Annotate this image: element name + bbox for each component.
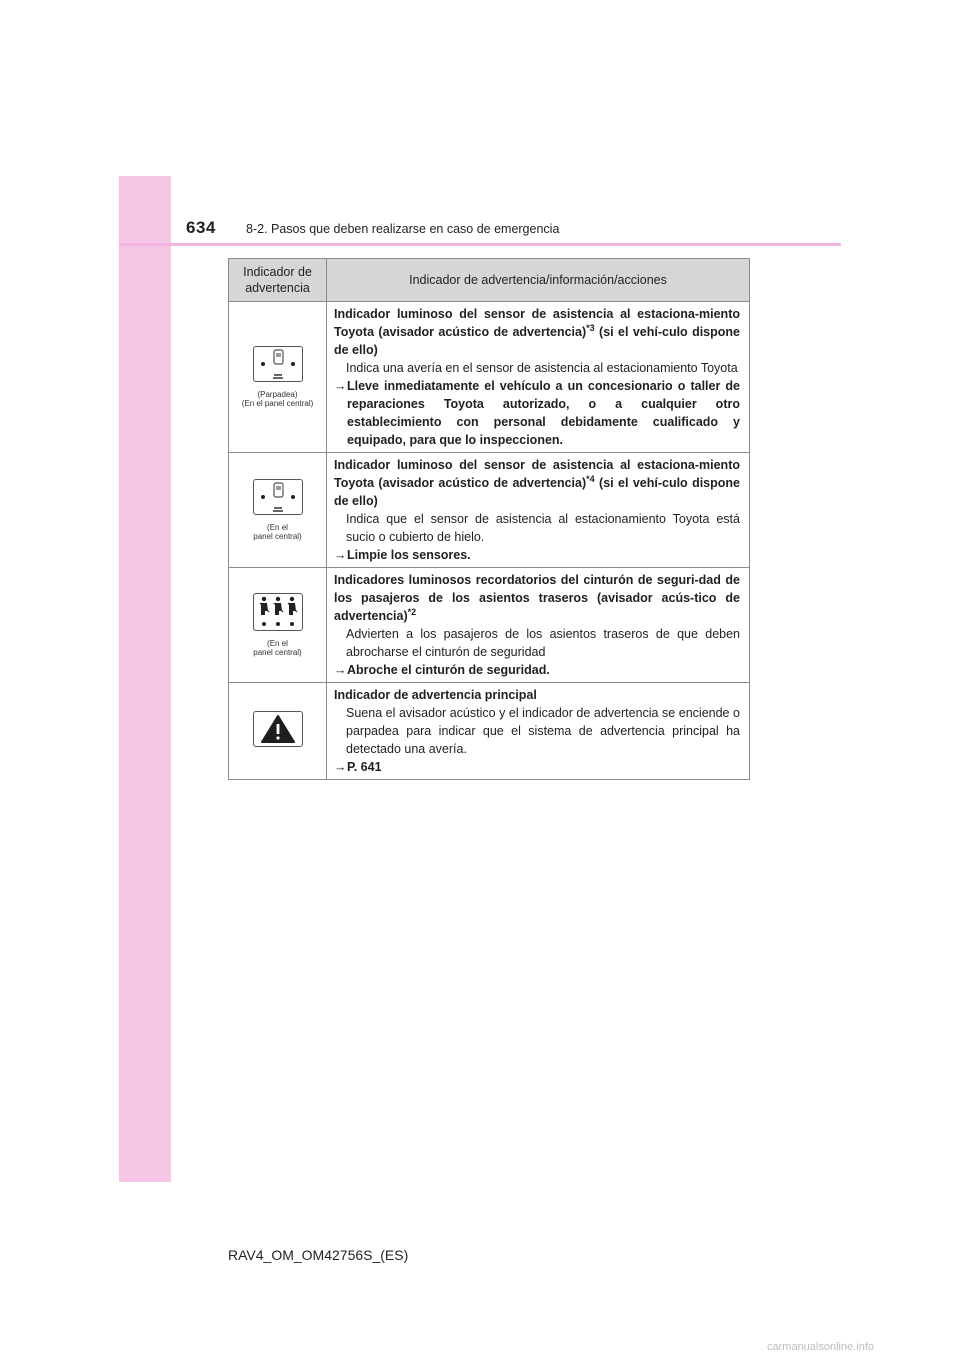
info-cell bbox=[327, 302, 750, 453]
indicator-cell bbox=[229, 568, 327, 683]
indicator-title: Indicador luminoso del sensor de asistencia al estaciona-miento Toyota (avisador acústico de advertencia)$^{*3}$ (si el vehí-culo dispone de ello) bbox=[334, 307, 740, 357]
indicator-title: Indicador de advertencia principal bbox=[334, 688, 537, 702]
column-header-indicator: Indicador de advertencia bbox=[229, 259, 327, 302]
page-reference-link[interactable]: P. 641 bbox=[347, 760, 382, 774]
info-cell bbox=[327, 683, 750, 780]
parking-sensor-icon bbox=[253, 346, 303, 382]
table-row bbox=[229, 302, 750, 453]
document-code: RAV4_OM_OM42756S_(ES) bbox=[228, 1247, 409, 1263]
indicator-description: Suena el avisador acústico y el indicador de advertencia se enciende o parpadea para indicar que el sistema de advertencia principal ha detectado una avería. bbox=[346, 706, 740, 756]
arrow-icon: → bbox=[334, 663, 347, 677]
side-tab-strip bbox=[119, 176, 171, 1182]
indicator-caption: (En el panel central) bbox=[253, 639, 302, 657]
table-row bbox=[229, 568, 750, 683]
rear-seatbelt-reminder-icon bbox=[253, 593, 303, 631]
indicator-cell bbox=[229, 302, 327, 453]
parking-sensor-icon bbox=[253, 479, 303, 515]
arrow-icon: → bbox=[334, 760, 347, 774]
indicator-action: → Lleve inmediatamente el vehículo a un concesionario o taller de reparaciones Toyota autorizado, o a cualquier otro establecimiento con personal debidamente cualificado y equipado, para que lo inspeccionen. bbox=[334, 379, 740, 447]
table-header-row bbox=[229, 259, 750, 302]
indicator-title: Indicadores luminosos recordatorios del cinturón de seguri-dad de los pasajeros de los asientos traseros (avisador acús-tico de advertencia)$^{*2}$ bbox=[334, 573, 740, 623]
table-row bbox=[229, 453, 750, 568]
master-warning-icon bbox=[253, 711, 303, 747]
footnote-ref: *4 bbox=[586, 473, 595, 484]
indicator-description: Indica que el sensor de asistencia al estacionamiento Toyota está sucio o cubierto de hielo. bbox=[346, 512, 740, 544]
column-header-info: Indicador de advertencia/información/acciones bbox=[327, 259, 750, 302]
indicator-action bbox=[334, 758, 740, 776]
indicator-caption: (Parpadea) (En el panel central) bbox=[241, 390, 314, 408]
indicator-action: → Abroche el cinturón de seguridad. bbox=[334, 663, 550, 677]
header-rule bbox=[119, 243, 841, 246]
arrow-icon: → bbox=[334, 379, 347, 393]
info-cell bbox=[327, 568, 750, 683]
indicator-title: Indicador luminoso del sensor de asistencia al estaciona-miento Toyota (avisador acústico de advertencia)$^{*4}$ (si el vehí-culo dispone de ello) bbox=[334, 458, 740, 508]
chapter-title: 8-2. Pasos que deben realizarse en caso de emergencia bbox=[246, 222, 560, 236]
page-number: 634 bbox=[186, 218, 216, 237]
indicator-cell bbox=[229, 453, 327, 568]
footnote-ref: *2 bbox=[407, 606, 417, 617]
indicator-cell bbox=[229, 683, 327, 780]
indicator-action: → Limpie los sensores. bbox=[334, 548, 471, 562]
indicator-description: Advierten a los pasajeros de los asientos traseros de que deben abrocharse el cinturón de seguridad bbox=[346, 627, 740, 659]
table-row bbox=[229, 683, 750, 780]
arrow-icon: → bbox=[334, 548, 347, 562]
info-cell bbox=[327, 453, 750, 568]
warning-indicator-table bbox=[228, 258, 750, 780]
indicator-description: Indica una avería en el sensor de asistencia al estacionamiento Toyota bbox=[346, 361, 738, 375]
indicator-caption: (En el panel central) bbox=[253, 523, 302, 541]
footnote-ref: *3 bbox=[586, 322, 595, 333]
watermark: carmanualsonline.info bbox=[767, 1341, 875, 1353]
